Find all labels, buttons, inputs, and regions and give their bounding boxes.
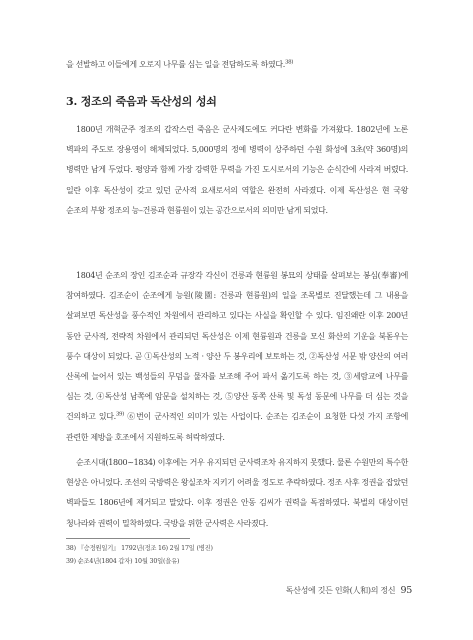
footnote-ref[interactable]: 38) <box>284 59 294 66</box>
page-number: 95 <box>400 585 412 596</box>
paragraph-text-tail: ⑥번이 군사적인 의미가 있는 사업이다. 순조는 김조순이 요청한 다섯 가지 조항에 관련한 제방을 호조에서 지원하도록 허락하였다. <box>66 412 409 442</box>
section-heading: 3. 정조의 죽음과 독산성의 성쇠 <box>66 95 217 108</box>
page-footer <box>256 585 412 596</box>
body-paragraph: 순조시대(1800~1834) 이후에는 거우 유지되던 군사력조차 유지하지 못했다. 물론 수원만의 특수한 현상은 아니었다. 조선의 국방력은 왕실조차 지키기 어려울 정도로 추락하였다. 정조 사후 정권을 잡았던 벽파들도 1806년에 제거되고 말았다. 이후 정권은 안동 김씨가 권력을 독점하였다. 북벌의 대상이던 청나라와 권력이 밀착하였다. 국방을 위한 군사력은 사라졌다. <box>66 458 408 528</box>
body-paragraph <box>66 266 408 448</box>
continued-paragraph <box>66 55 408 75</box>
footnote-ref[interactable]: 39) <box>115 411 124 418</box>
running-title: 독산성에 깃든 인화(人和)의 정신 <box>285 586 396 595</box>
body-paragraph: 1800년 개혁군주 정조의 갑작스런 죽음은 군사제도에도 커다란 변화를 가져왔다. 1802년에 노론 벽파의 주도로 장용영이 해체되었다. 5,000명의 정예 병력이 상주하던 수원 화성에 3초(약 360명)의 병력만 남게 두었다. 평양과 함께 가장 강력한 무력을 가진 도시로서의 기능은 순식간에 사라져 버렸다. 일란 이후 독산성이 갖고 있던 군사적 요새로서의 역할은 완전히 사라졌다. 이제 독산성은 현 국왕 순조의 부왕 정조의 능–건릉과 현륭원이 있는 공간으로서의 의미만 남게 되었다. <box>66 125 408 215</box>
paragraph-text: 을 선발하고 이들에게 오로지 나무를 심는 일을 전담하도록 하였다. <box>66 60 285 69</box>
footnote: 38) 『승정원일기』 1792년(정조 16) 2월 17일 (병진) <box>66 545 213 552</box>
footnote: 39) 순조4년(1804 갑자) 10월 30일(을유) <box>66 558 180 565</box>
paragraph-text: 1804년 순조의 장인 김조순과 규장각 각신이 건릉과 현륭원 봉묘의 상태를 살펴보는 봉심(奉審)에 참여하였다. 김조순이 순조에게 능원(陵園: 건릉과 현륭원)의 일을 조목별로 진달했는데 그 내용을 살펴보면 독산성을 풍수적인 차원에서 관리하고 있다는 사실을 확인할 수 있다. 임진왜란 이후 200년 동안 군사적, 전략적 차원에서 관리되던 독산성은 이제 현륭원과 건릉을 모신 화산의 기운을 북돋우는 풍수 대상이 되었다. 곧 ①독산성의 노적 · 양산 두 봉우리에 보토하는 것, ②독산성 서문 밖 양산의 여러 산록에 늘어서 있는 백성들의 무덤을 물자를 보조해 주어 파서 옮기도록 하는 것, ③세람교에 나무를 심는 것, ④독산성 남쪽에 암문을 설치하는 것, ⑤양산 동쪽 산록 및 독성 동문에 나무를 더 심는 것을 건의하고 있다. <box>66 271 408 422</box>
footnote-divider <box>66 538 190 539</box>
